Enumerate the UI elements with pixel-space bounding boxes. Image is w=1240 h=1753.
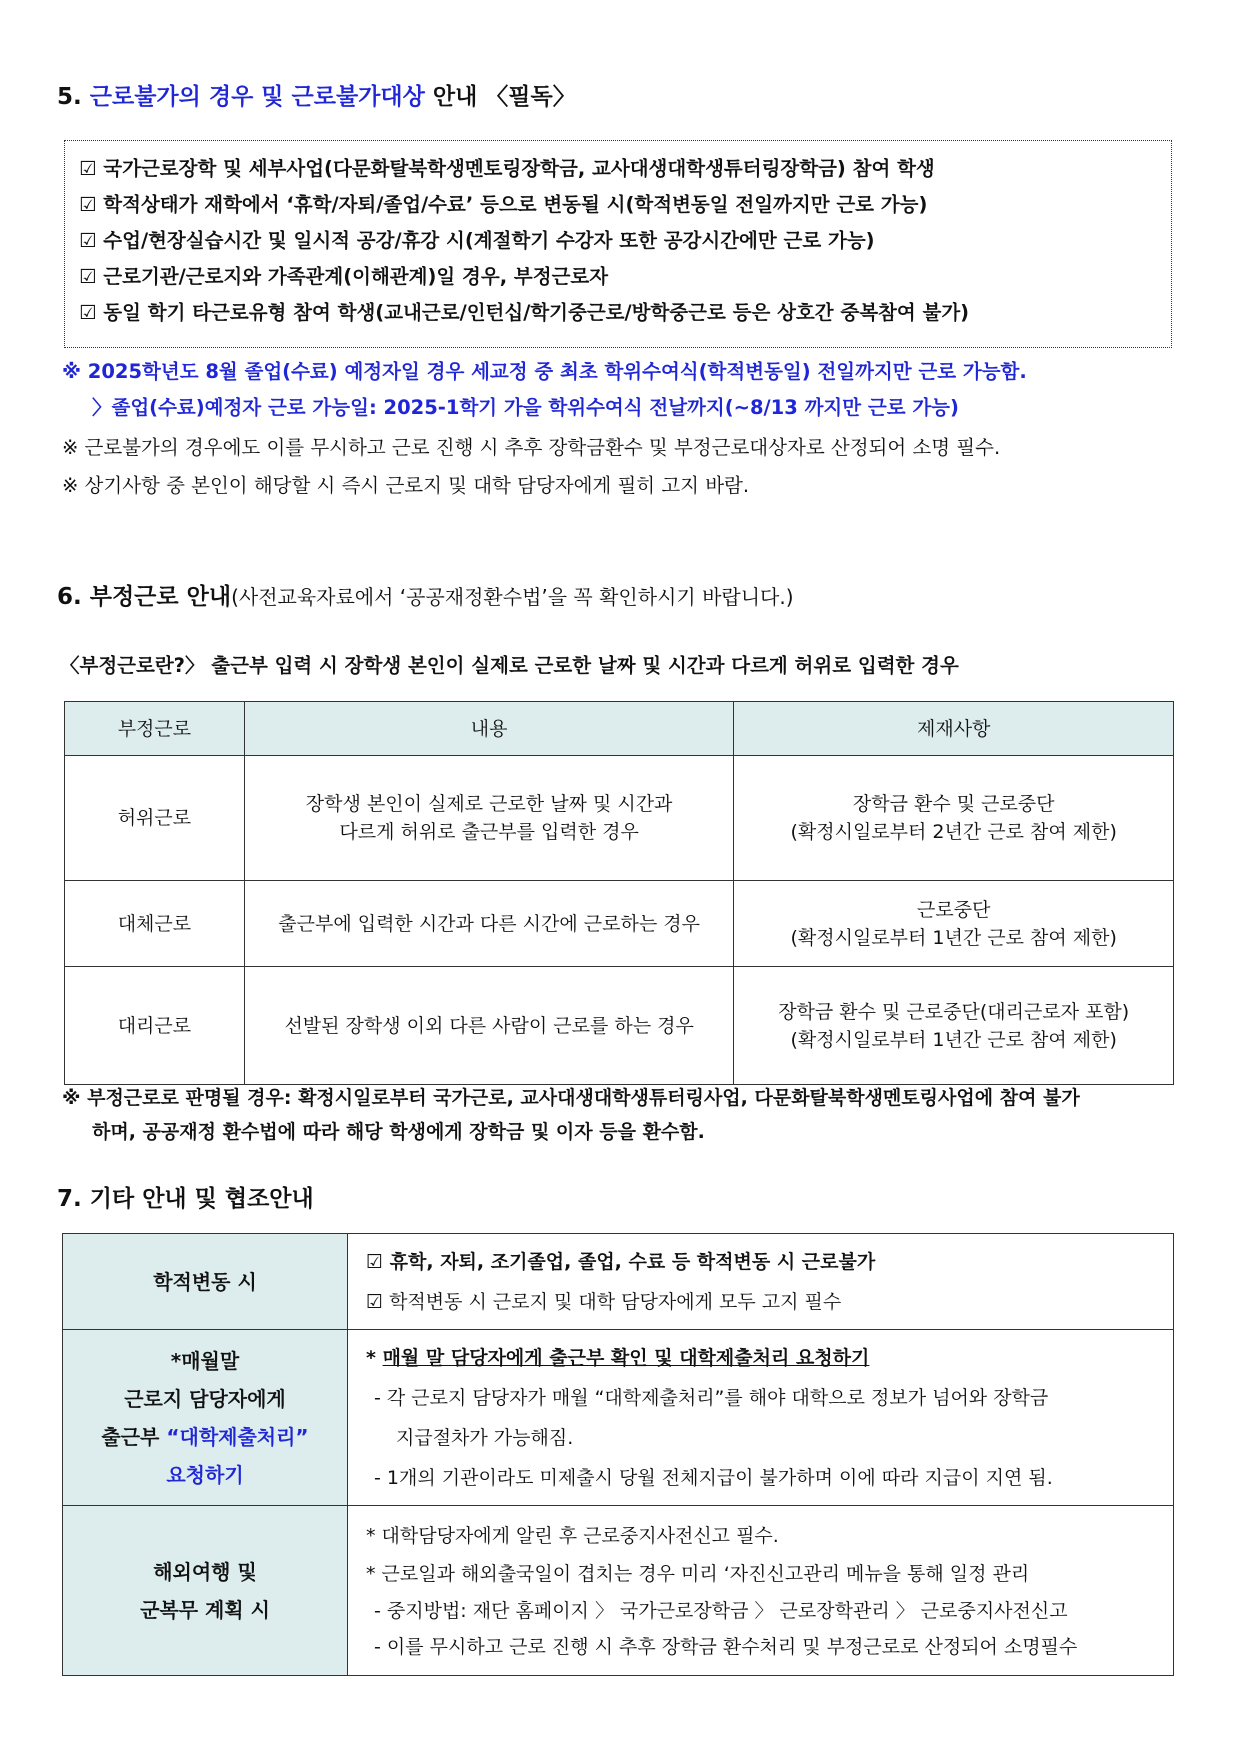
checklist-item: ☑ 국가근로장학 및 세부사업(다문화탈북학생멘토링장학금, 교사대생대학생튜터링장학금) 참여 학생: [79, 157, 935, 180]
checklist-item: ☑ 수업/현장실습시간 및 일시적 공강/휴강 시(계절학기 수강자 또한 공강시간에만 근로 가능): [79, 229, 875, 252]
notice-line: * 근로일과 해외출국일이 겹치는 경우 미리 ‘자진신고관리 메뉴을 통해 일정 관리: [366, 1562, 1030, 1585]
sanction-cell: [734, 881, 1174, 967]
notice-line: - 이를 무시하고 근로 진행 시 추후 장학금 환수처리 및 부정근로로 산정되어 소명필수: [374, 1635, 1078, 1658]
label-text: 출근부: [101, 1424, 160, 1449]
table-row: [65, 967, 1174, 1085]
content-line: 출근부에 입력한 시간과 다른 시간에 근로하는 경우: [278, 912, 700, 935]
sanction-line: (확정시일로부터 2년간 근로 참여 제한): [790, 821, 1117, 843]
notice-line: ☑ 휴학, 자퇴, 조기졸업, 졸업, 수료 등 학적변동 시 근로불가: [366, 1250, 876, 1273]
table-row: [63, 1506, 1174, 1676]
notice-line: ☑ 학적변동 시 근로지 및 대학 담당자에게 모두 고지 필수: [366, 1290, 842, 1313]
notice-line: - 중지방법: 재단 홈페이지 〉 국가근로장학금 〉 근로장학관리 〉 근로중지사전신고: [374, 1599, 1068, 1622]
monthly-submission-content: [348, 1330, 1174, 1506]
section-5-title-rest: 안내 〈필독〉: [432, 84, 576, 110]
label-line: 해외여행 및: [153, 1559, 257, 1584]
penalty-note: ※ 근로불가의 경우에도 이를 무시하고 근로 진행 시 추후 장학금환수 및 부정근로대상자로 산정되어 소명 필수.: [62, 436, 1001, 459]
column-header: 제재사항: [734, 702, 1174, 756]
table-row: [63, 1330, 1174, 1506]
notice-line: * 대학담당자에게 알린 후 근로중지사전신고 필수.: [366, 1524, 779, 1547]
fraud-definition: 〈부정근로란?〉 출근부 입력 시 장학생 본인이 실제로 근로한 날짜 및 시간과 다르게 허위로 입력한 경우: [60, 654, 959, 677]
fraud-content-cell: [244, 756, 734, 881]
monthly-submission-label: [63, 1330, 348, 1506]
checklist-item: ☑ 학적상태가 재학에서 ‘휴학/자퇴/졸업/수료’ 등으로 변동될 시(학적변동일 전일까지만 근로 가능): [79, 193, 928, 216]
section-6-heading: [57, 578, 794, 611]
fraud-types-table: [64, 701, 1174, 1085]
table-row: [63, 1234, 1174, 1330]
label-text-blue: “대학제출처리”: [166, 1424, 309, 1449]
table-row: [65, 756, 1174, 881]
notice-line: 지급절차가 가능해짐.: [396, 1426, 574, 1449]
fraud-type-cell: 대리근로: [65, 967, 245, 1085]
section-5-heading: [57, 78, 576, 111]
fraud-content-cell: [244, 967, 734, 1085]
section-5-number: 5.: [57, 84, 82, 110]
table-header-row: [65, 702, 1174, 756]
graduation-work-deadline: 〉졸업(수료)예정자 근로 가능일: 2025-1학기 가을 학위수여식 전날까지(~8/13 까지만 근로 가능): [92, 396, 959, 419]
notice-line: [366, 1338, 1172, 1378]
travel-military-label: [63, 1506, 348, 1676]
content-line: 장학생 본인이 실제로 근로한 날짜 및 시간과: [305, 793, 673, 815]
label-line: *매월말: [170, 1348, 240, 1373]
bullet: *: [366, 1346, 376, 1369]
sanction-line: 장학금 환수 및 근로중단: [852, 793, 1055, 815]
fraud-consequence-note: ※ 부정근로로 판명될 경우: 확정시일로부터 국가근로, 교사대생대학생튜터링사업, 다문화탈북학생멘토링사업에 참여 불가: [62, 1087, 1080, 1109]
checklist-item: ☑ 동일 학기 타근로유형 참여 학생(교내근로/인턴십/학기중근로/방학중근로 등은 상호간 중복참여 불가): [79, 301, 970, 324]
graduation-note: ※ 2025학년도 8월 졸업(수료) 예정자일 경우 세교정 중 최초 학위수여식(학적변동일) 전일까지만 근로 가능함.: [62, 360, 1027, 383]
sanction-line: 장학금 환수 및 근로중단(대리근로자 포함): [778, 1000, 1130, 1023]
sanction-line: (확정시일로부터 1년간 근로 참여 제한): [790, 926, 1117, 949]
fraud-type-cell: 허위근로: [65, 756, 245, 881]
notice-head: 매월 말 담당자에게 출근부 확인 및 대학제출처리 요청하기: [382, 1346, 870, 1369]
label-line: 군복무 계획 시: [140, 1597, 270, 1622]
travel-military-content: [348, 1506, 1174, 1676]
section-6-subtitle: (사전교육자료에서 ‘공공재정환수법’을 꼭 확인하시기 바랍니다.): [231, 585, 794, 609]
notice-line: - 각 근로지 담당자가 매월 “대학제출처리”를 해야 대학으로 정보가 넘어와 장학금: [374, 1386, 1049, 1409]
label-line: 요청하기: [166, 1462, 244, 1487]
sanction-cell: [734, 967, 1174, 1085]
content-line: 선발된 장학생 이외 다른 사람이 근로를 하는 경우: [284, 1014, 694, 1037]
column-header: 부정근로: [65, 702, 245, 756]
section-7-heading: 7. 기타 안내 및 협조안내: [57, 1186, 314, 1212]
content-line: 다르게 허위로 출근부를 입력한 경우: [339, 821, 639, 843]
academic-change-content: [348, 1234, 1174, 1330]
sanction-cell: [734, 756, 1174, 881]
table-row: [65, 881, 1174, 967]
sanction-line: 근로중단: [916, 898, 991, 921]
fraud-type-cell: 대체근로: [65, 881, 245, 967]
sanction-line: (확정시일로부터 1년간 근로 참여 제한): [790, 1028, 1117, 1051]
section-5-title-blue: 근로불가의 경우 및 근로불가대상: [89, 84, 425, 110]
label-line: 근로지 담당자에게: [124, 1386, 286, 1411]
fraud-content-cell: [244, 881, 734, 967]
other-notices-table: [62, 1233, 1174, 1676]
fraud-consequence-note-cont: 하며, 공공재정 환수법에 따라 해당 학생에게 장학금 및 이자 등을 환수함.: [92, 1121, 705, 1143]
ineligibility-checklist-box: [64, 140, 1172, 348]
column-header: 내용: [244, 702, 734, 756]
notice-line: - 1개의 기관이라도 미제출시 당월 전체지급이 불가하며 이에 따라 지급이 지연 됨.: [374, 1466, 1053, 1489]
label-line: [64, 1418, 346, 1456]
academic-change-label: 학적변동 시: [63, 1234, 348, 1330]
notify-note: ※ 상기사항 중 본인이 해당할 시 즉시 근로지 및 대학 담당자에게 필히 고지 바람.: [62, 474, 750, 497]
checklist-item: ☑ 근로기관/근로지와 가족관계(이해관계)일 경우, 부정근로자: [79, 265, 609, 288]
section-6-title: 6. 부정근로 안내: [57, 584, 232, 610]
